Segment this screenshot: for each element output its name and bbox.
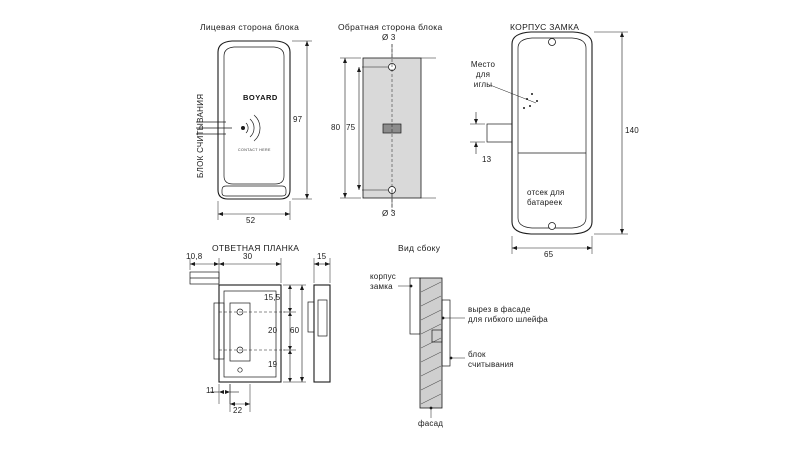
dim-strike-15-5: 15,5 <box>264 293 281 302</box>
title-side-view: Вид сбоку <box>398 243 441 253</box>
title-back-block: Обратная сторона блока <box>338 22 443 32</box>
dim-lock-height-140: 140 <box>625 126 639 135</box>
dim-reader-height: 97 <box>293 115 303 124</box>
callout-reader-block: блок считывания <box>468 350 514 369</box>
dim-lock-width-65: 65 <box>544 250 554 259</box>
dim-strike-60: 60 <box>290 326 300 335</box>
callout-lock-body: корпус замка <box>370 272 396 291</box>
dim-strike-30: 30 <box>243 252 253 261</box>
dim-reader-width: 52 <box>246 216 256 225</box>
dim-back-top-hole: Ø 3 <box>382 33 396 42</box>
callout-facade-cutout: вырез в фасаде для гибкого шлейфа <box>468 305 548 324</box>
dim-strike-20: 20 <box>268 326 278 335</box>
dim-lock-tab-13: 13 <box>482 155 492 164</box>
brand-label: BOYARD <box>243 93 278 102</box>
dim-strike-22: 22 <box>233 406 243 415</box>
title-lock-body: КОРПУС ЗАМКА <box>510 22 580 32</box>
dim-strike-side-15: 15 <box>317 252 327 261</box>
back-block-geometry <box>363 44 421 212</box>
dim-strike-10-8: 10,8 <box>186 252 203 261</box>
strike-plate-geometry <box>190 272 330 382</box>
title-strike-plate: ОТВЕТНАЯ ПЛАНКА <box>212 243 300 253</box>
dim-back-outer-80: 80 <box>331 123 341 132</box>
title-front-block: Лицевая сторона блока <box>200 22 300 32</box>
dim-back-bottom-hole: Ø 3 <box>382 209 396 218</box>
dim-strike-19: 19 <box>268 360 278 369</box>
dim-back-inner-75: 75 <box>346 123 356 132</box>
label-battery-compartment: отсек для батареек <box>527 188 565 207</box>
dim-strike-11: 11 <box>206 386 215 395</box>
reader-block-front-geometry <box>196 41 290 199</box>
contact-here-label: CONTACT HERE <box>238 148 271 152</box>
callout-facade: фасад <box>418 419 444 428</box>
side-view-geometry <box>398 278 465 418</box>
label-reader-block-vertical: БЛОК СЧИТЫВАНИЯ <box>196 93 205 178</box>
label-needle-place: Место для иглы <box>470 60 496 89</box>
